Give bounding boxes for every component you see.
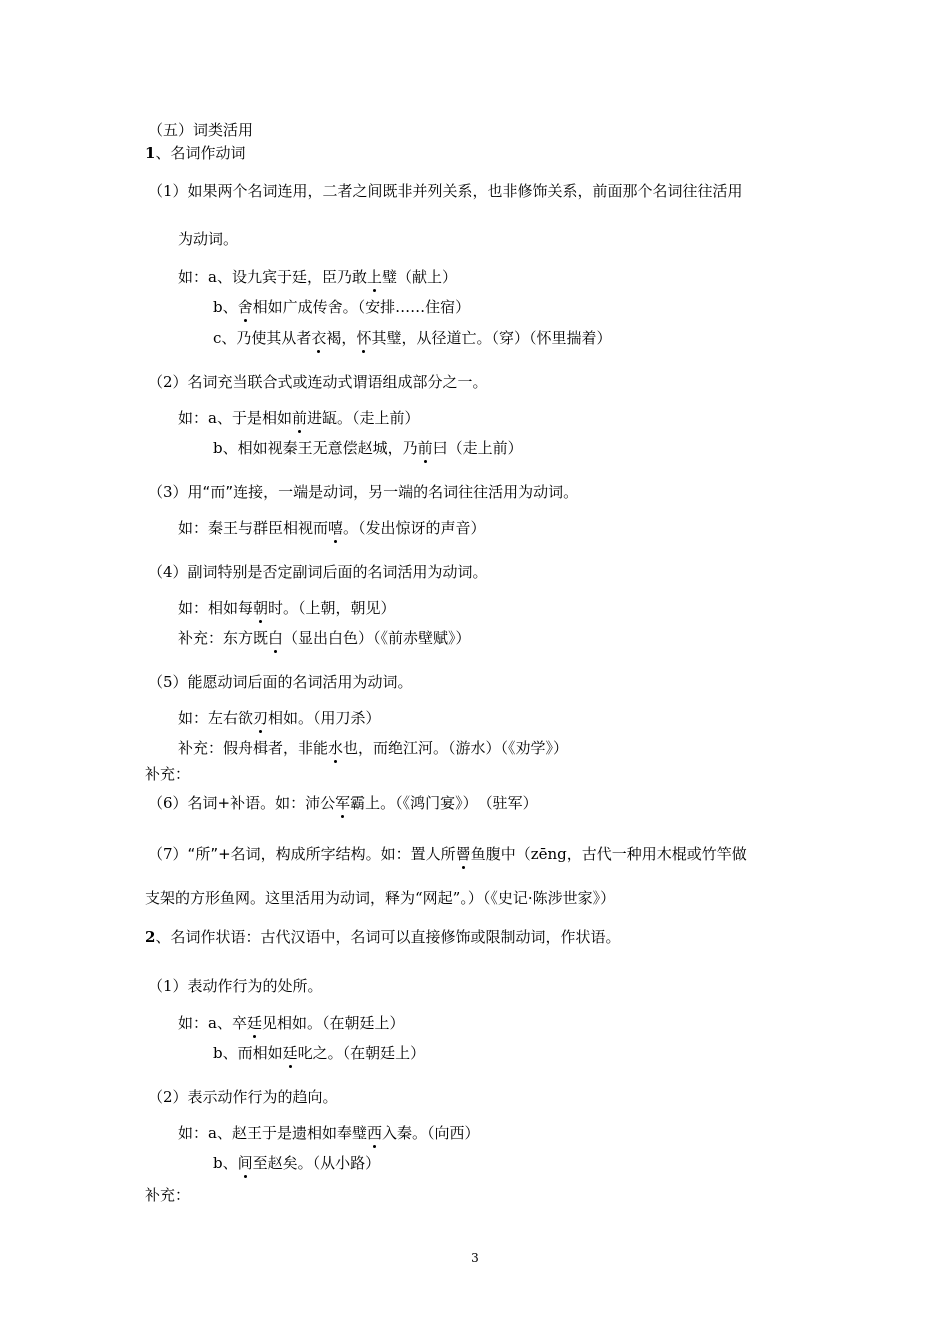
- example-text: 如：左右欲: [178, 709, 254, 727]
- example-1c: [213, 328, 611, 348]
- rule-5: [148, 672, 413, 692]
- example-text: b、而相如: [213, 1044, 283, 1062]
- example-text: （显出白色）（《前赤壁赋》）: [283, 629, 471, 647]
- dotted-word: 西: [366, 1124, 382, 1142]
- example-text: 如：沛公: [275, 794, 336, 812]
- example-4: [178, 598, 396, 618]
- example-text: b、: [213, 298, 238, 316]
- rule-4: [148, 562, 488, 582]
- example-text: 相如。（用刀杀）: [268, 709, 381, 727]
- dotted-word: 怀: [356, 329, 372, 347]
- dotted-word: 朝: [253, 599, 269, 617]
- example-text: 补充：东方既: [178, 629, 269, 647]
- dotted-word: 刃: [253, 709, 269, 727]
- example-text: 如：秦王与群臣相视而: [178, 519, 329, 537]
- example-text: b、相如视秦王无意偿赵城，乃: [213, 439, 418, 457]
- example-text: 如：a、卒: [178, 1014, 247, 1032]
- subrule-1: [148, 976, 323, 996]
- example-text: 如：置人所: [380, 845, 456, 863]
- rule-3-text: 用“而”连接，一端是动词，另一端的名词往往活用为动词。: [187, 483, 579, 501]
- subrule-2-number: （2）: [148, 1088, 188, 1106]
- section-title: （五）词类活用: [148, 121, 254, 139]
- rule-1-number: （1）: [148, 182, 188, 200]
- example-text: 见相如。（在朝廷上）: [261, 1014, 405, 1032]
- dotted-word: 水: [328, 739, 344, 757]
- example-3: [178, 518, 486, 538]
- heading-1: [145, 143, 245, 163]
- heading-2-definition: 古代汉语中，名词可以直接修饰或限制动词，作状语。: [260, 928, 621, 946]
- example-text: 如：相如每: [178, 599, 254, 617]
- dotted-word: 舍: [237, 298, 253, 316]
- subrule-1-number: （1）: [148, 977, 188, 995]
- supplement-label-2: 补充：: [145, 1186, 191, 1204]
- rule-5-number: （5）: [148, 673, 188, 691]
- heading-2-text: 、名词作状语：: [155, 928, 261, 946]
- example-text: 鱼腹中（zēng，古代一种用木棍或竹竿做: [470, 845, 747, 863]
- example-text: 进缻。（走上前）: [306, 409, 420, 427]
- example-text: 入秦。（向西）: [381, 1124, 480, 1142]
- example-1a: [178, 267, 457, 287]
- dotted-word: 上: [366, 268, 382, 286]
- example-text: 也，而绝江河。（游水）（《劝学》）: [343, 739, 569, 757]
- example-text: 褐，: [326, 329, 357, 347]
- example-s1a: [178, 1013, 404, 1033]
- example-text: 相如广成传舍。（安排……住宿）: [252, 298, 471, 316]
- supplement-4: [178, 628, 471, 648]
- example-1b: [213, 297, 470, 317]
- supplement-5: [178, 738, 568, 758]
- dotted-word: 罾: [455, 845, 471, 863]
- heading-1-text: 、名词作动词: [155, 144, 246, 162]
- example-s2a: [178, 1123, 479, 1143]
- example-s1b: [213, 1043, 425, 1063]
- rule-7-continued: 支架的方形鱼网。这里活用为动词，释为“网起”。）（《史记·陈涉世家》）: [145, 889, 616, 907]
- dotted-word: 廷: [282, 1044, 298, 1062]
- example-text: b、: [213, 1154, 238, 1172]
- example-text: 叱之。（在朝廷上）: [297, 1044, 426, 1062]
- example-text: 曰（走上前）: [432, 439, 523, 457]
- rule-6-text: 名词+补语。: [187, 794, 276, 812]
- rule-4-text: 副词特别是否定副词后面的名词活用为动词。: [187, 563, 488, 581]
- example-text: 。（发出惊讶的声音）: [343, 519, 486, 537]
- example-text: 如：a、赵王于是遗相如奉璧: [178, 1124, 367, 1142]
- example-text: 至赵矣。（从小路）: [252, 1154, 381, 1172]
- rule-3-number: （3）: [148, 483, 188, 501]
- heading-2-number: 2: [145, 928, 156, 946]
- example-text: 时。（上朝，朝见）: [268, 599, 396, 617]
- dotted-word: 军: [335, 794, 351, 812]
- dotted-word: 间: [237, 1154, 253, 1172]
- subrule-2: [148, 1087, 338, 1107]
- rule-5-text: 能愿动词后面的名词活用为动词。: [187, 673, 413, 691]
- dotted-word: 衣: [311, 329, 327, 347]
- subrule-1-text: 表动作行为的处所。: [187, 977, 323, 995]
- example-2b: [213, 438, 523, 458]
- rule-3: [148, 482, 578, 502]
- dotted-word: 白: [268, 629, 284, 647]
- example-text: c、乃使其从者: [213, 329, 312, 347]
- example-text: 其璧，从径道亡。（穿）（怀里揣着）: [371, 329, 612, 347]
- page-number: 3: [471, 1251, 479, 1265]
- rule-7: [148, 844, 747, 864]
- example-text: 霸上。（《鸿门宴》） （驻军）: [350, 794, 538, 812]
- rule-1-continued: 为动词。: [178, 230, 239, 248]
- rule-7-text: “所”+名词，构成所字结构。: [187, 845, 381, 863]
- rule-6-number: （6）: [148, 794, 188, 812]
- subrule-2-text: 表示动作行为的趋向。: [187, 1088, 338, 1106]
- heading-1-number: 1: [145, 144, 156, 162]
- rule-1-text: 如果两个名词连用，二者之间既非并列关系，也非修饰关系，前面那个名词往往活用: [187, 182, 743, 200]
- supplement-label-1: 补充：: [145, 765, 191, 783]
- example-text: 如：a、设九宾于廷，臣乃敢: [178, 268, 367, 286]
- example-5: [178, 708, 381, 728]
- example-2a: [178, 408, 419, 428]
- rule-2: [148, 372, 488, 392]
- dotted-word: 嘻: [328, 519, 344, 537]
- example-text: 如：a、于是相如: [178, 409, 292, 427]
- example-text: 补充：假舟楫者，非能: [178, 739, 329, 757]
- rule-2-number: （2）: [148, 373, 188, 391]
- dotted-word: 前: [417, 439, 433, 457]
- example-text: 璧（献上）: [381, 268, 457, 286]
- dotted-word: 廷: [246, 1014, 262, 1032]
- rule-4-number: （4）: [148, 563, 188, 581]
- heading-2: [145, 927, 620, 947]
- example-s2b: [213, 1153, 380, 1173]
- rule-1: [148, 181, 743, 201]
- rule-2-text: 名词充当联合式或连动式谓语组成部分之一。: [187, 373, 488, 391]
- rule-7-number: （7）: [148, 845, 188, 863]
- rule-6: [148, 793, 538, 813]
- dotted-word: 前: [291, 409, 307, 427]
